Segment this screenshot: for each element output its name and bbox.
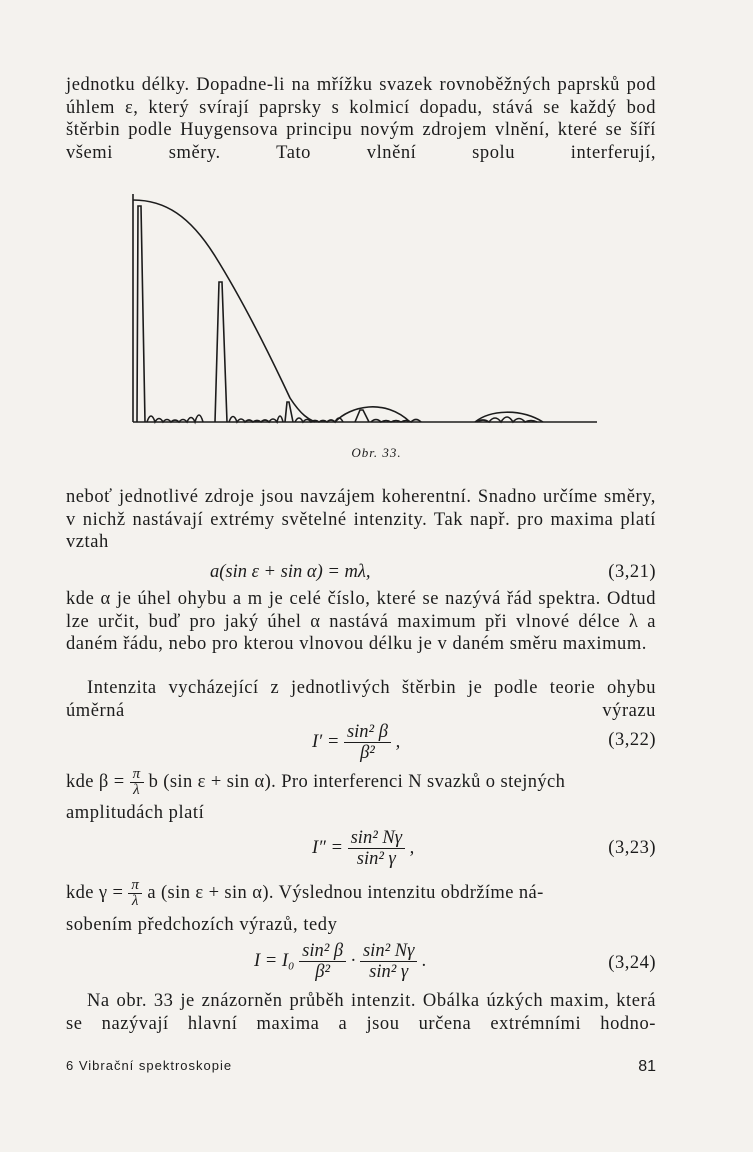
- equation-3-22-denominator: β²: [360, 743, 375, 763]
- line-gamma-frac-num: π: [128, 878, 142, 894]
- running-footer: 6 Vibrační spektroskopie: [66, 1058, 233, 1073]
- line-gamma-fraction: [128, 878, 142, 909]
- equation-3-22: [66, 718, 656, 766]
- equation-3-24-dot: ·: [350, 950, 356, 971]
- equation-3-23-fraction: [348, 828, 405, 869]
- line-gamma-pre: kde γ =: [66, 882, 124, 903]
- line-amplitudes: [66, 802, 656, 825]
- paragraph-after-3-21-text: kde α je úhel ohybu a m je celé číslo, které se nazývá řád spektra. Odtud lze určit, buď pro jaký úhel α nastává maximum při vlnové délce λ a daném řádu, nebo pro kterou vlnovou délku je v daném směru maximum.: [66, 589, 656, 654]
- equation-3-24-lhs: I = I₀: [254, 950, 295, 971]
- figure-diffraction-intensity: [125, 186, 605, 431]
- equation-3-22-numerator: sin² β: [344, 722, 391, 743]
- line-beta-pre: kde β =: [66, 771, 125, 792]
- line-beta-frac-num: π: [130, 767, 144, 783]
- equation-3-24-number: (3,24): [608, 953, 656, 973]
- principal-maximum-2: [285, 402, 293, 422]
- figure-caption: Obr. 33.: [351, 445, 402, 460]
- secondary-envelope-1: [335, 407, 410, 422]
- paragraph-intensity-text: Intenzita vycházející z jednotlivých štěrbin je podle teorie ohybu úměrná výrazu: [66, 678, 656, 721]
- paragraph-after-3-21: [66, 588, 656, 656]
- principal-maximum-3: [355, 410, 369, 422]
- line-product: [66, 914, 656, 937]
- equation-3-23-comma: ,: [409, 837, 415, 858]
- equation-3-24-numerator-2: sin² Nγ: [360, 941, 417, 962]
- equation-3-24-numerator-1: sin² β: [299, 941, 346, 962]
- line-beta-frac-den: λ: [133, 782, 141, 798]
- principal-maximum-0: [137, 206, 145, 422]
- line-gamma-frac-den: λ: [131, 893, 139, 909]
- equation-3-24-denominator-1: β²: [315, 962, 330, 982]
- paragraph-bottom: [66, 990, 656, 1035]
- equation-3-23-denominator: sin² γ: [356, 849, 396, 869]
- equation-3-21-number: (3,21): [608, 562, 656, 582]
- line-beta-post: b (sin ε + sin α). Pro interferenci N svazků o stejných: [148, 771, 566, 792]
- paragraph-bottom-text: Na obr. 33 je znázorněn průběh intenzit. Obálka úzkých maxim, která se nazývají hlavní maxima a jsou určena extrémními hodno-: [66, 991, 656, 1034]
- line-gamma-definition: [66, 874, 656, 918]
- envelope-curve: [133, 200, 315, 422]
- line-gamma-post: a (sin ε + sin α). Výslednou intenzitu obdržíme ná-: [147, 882, 544, 903]
- paragraph-mid-text: neboť jednotlivé zdroje jsou navzájem koherentní. Snadno určíme směry, v nichž nastávají extrémy světelné intenzity. Tak např. pro maxima platí vztah: [66, 487, 656, 552]
- paragraph-mid: [66, 486, 656, 554]
- equation-3-23-numerator: sin² Nγ: [348, 828, 405, 849]
- principal-maximum-1: [215, 282, 227, 422]
- equation-3-23-lhs: I″ =: [312, 837, 343, 858]
- line-amplitudes-text: amplitudách platí: [66, 803, 205, 823]
- equation-3-24-fraction-2: [360, 941, 417, 982]
- equation-3-24-period: .: [422, 950, 427, 971]
- equation-3-21-body: a(sin ε + sin α) = mλ,: [210, 562, 371, 582]
- line-product-text: sobením předchozích výrazů, tedy: [66, 915, 338, 935]
- equation-3-22-fraction: [344, 722, 391, 763]
- equation-3-23: [66, 826, 656, 874]
- paragraph-intensity: [66, 677, 656, 722]
- paragraph-top-text: jednotku délky. Dopadne-li na mřížku svazek rovnoběžných paprsků pod úhlem ε, který svírají paprsky s kolmicí dopadu, stává se každý bod štěrbin podle Huygensova principu novým zdrojem vlnění, které se šíří všemi směry. Tato vlnění spolu interferují,: [66, 75, 656, 163]
- line-beta-definition: [66, 763, 656, 807]
- paragraph-top: [66, 74, 656, 164]
- page-footer: [66, 1058, 656, 1073]
- equation-3-24-denominator-2: sin² γ: [369, 962, 409, 982]
- equation-3-22-comma: ,: [395, 731, 401, 752]
- equation-3-24: [66, 939, 656, 989]
- equation-3-22-number: (3,22): [608, 730, 656, 750]
- equation-3-23-number: (3,23): [608, 838, 656, 858]
- line-beta-fraction: [130, 767, 144, 798]
- equation-3-22-lhs: I′ =: [312, 731, 340, 752]
- equation-3-24-fraction-1: [299, 941, 346, 982]
- page-number: 81: [638, 1058, 656, 1075]
